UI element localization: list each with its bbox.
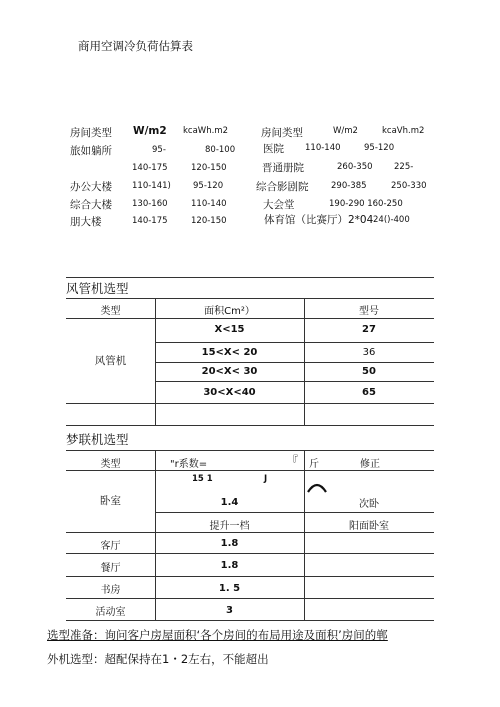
load-kcal-value: 95-120 xyxy=(193,181,224,191)
load-wm2-value: 290-385 xyxy=(331,181,367,191)
load-wm2-value: 95- xyxy=(152,145,166,155)
divider xyxy=(66,298,434,299)
bedroom-adjust: 提升一档 xyxy=(209,521,250,532)
load-room-name: 旅如躺所 xyxy=(70,145,112,157)
load-room-name: 晋通册院 xyxy=(262,162,304,174)
bedroom-sub-left: 15 1 xyxy=(192,474,213,484)
header-room-type-right: 房间类型 xyxy=(261,127,303,139)
multi-coef-value: 1. 5 xyxy=(218,583,241,594)
bedroom-value: 1.4 xyxy=(220,497,239,508)
divider xyxy=(66,403,434,404)
header-wm2-right: W/m2 xyxy=(333,126,358,136)
multi-section-heading: 梦联机选型 xyxy=(66,432,129,447)
bedroom-right-top: 次卧 xyxy=(359,499,379,510)
multi-coef-value: 1.8 xyxy=(220,538,239,549)
divider xyxy=(66,318,434,319)
bedroom-label: 卧室 xyxy=(100,495,121,507)
divider xyxy=(66,532,434,533)
divider xyxy=(155,512,434,513)
load-kcal-value: 120-150 xyxy=(191,216,227,226)
load-kcal-value: 80-100 xyxy=(205,145,236,155)
load-room-name: 朋大楼 xyxy=(70,216,102,228)
header-wm2-left: W/m2 xyxy=(133,125,167,137)
header-room-type-left: 房间类型 xyxy=(70,127,112,139)
duct-model-cell: 65 xyxy=(362,387,376,398)
multi-room-label: 书房 xyxy=(100,585,121,596)
duct-header-model: 型号 xyxy=(359,306,379,317)
load-wm2-value: 190-290 160-250 xyxy=(329,199,403,209)
duct-area-cell: X<15 xyxy=(214,324,245,335)
load-kcal-value: 95-120 xyxy=(364,143,395,153)
duct-area-cell: 20<X< 30 xyxy=(201,366,258,377)
divider xyxy=(66,450,434,451)
load-wm2-value: 24()-400 xyxy=(373,215,410,225)
load-room-name: 医院 xyxy=(263,143,284,155)
divider xyxy=(66,470,434,471)
header-kcal-left: kcaWh.m2 xyxy=(183,126,228,136)
load-room-name: 综合影剧院 xyxy=(256,181,309,193)
duct-model-cell: 36 xyxy=(362,347,376,358)
multi-header-coef: "r系数= xyxy=(170,459,208,470)
multi-room-label: 活动室 xyxy=(95,607,126,618)
note-selection-prep: 选型准备：询问客户房屋面积‘各个房间的布局用途及面积’房间的郸 xyxy=(47,628,388,642)
divider xyxy=(155,381,434,382)
multi-coef-value: 3 xyxy=(226,605,233,616)
duct-model-cell: 50 xyxy=(362,366,376,377)
duct-header-area: 面积Cm²） xyxy=(204,306,255,317)
divider xyxy=(155,450,156,620)
multi-room-label: 客厅 xyxy=(100,541,121,552)
multi-room-label: 餐厅 xyxy=(100,563,121,574)
load-wm2-value: 140-175 xyxy=(132,216,168,226)
divider xyxy=(155,298,156,425)
load-wm2-value: 130-160 xyxy=(132,199,168,209)
multi-header-bracket: 『 xyxy=(287,454,298,467)
divider xyxy=(304,450,305,620)
duct-model-cell: 27 xyxy=(362,324,376,335)
load-wm2-value: 110-141) xyxy=(132,181,171,191)
divider xyxy=(66,553,434,554)
page-title: 商用空调冷负荷估算表 xyxy=(78,39,193,53)
load-room-name: 办公大楼 xyxy=(70,181,112,193)
duct-type-label: 风管机 xyxy=(94,355,127,367)
load-room-name: 大会堂 xyxy=(263,199,295,211)
divider xyxy=(66,598,434,599)
load-kcal-value: 120-150 xyxy=(191,163,227,173)
duct-area-cell: 30<X<40 xyxy=(203,387,256,398)
note-outdoor-unit: 外机选型：超配保持在1・2左右，不能超出 xyxy=(47,652,269,666)
multi-header-fix: 修正 xyxy=(360,459,380,470)
load-kcal-value: 250-330 xyxy=(391,181,427,191)
load-room-name: 综合大楼 xyxy=(70,199,112,211)
multi-header-hall: 斤 xyxy=(309,459,319,470)
divider xyxy=(66,277,434,278)
divider xyxy=(155,342,434,343)
duct-section-heading: 风管机选型 xyxy=(66,281,129,296)
load-wm2-value: 140-175 xyxy=(132,163,168,173)
divider xyxy=(155,362,434,363)
divider xyxy=(66,576,434,577)
bedroom-right-bottom: 阳面卧室 xyxy=(349,521,389,532)
bedroom-sub-right: J xyxy=(264,474,268,484)
load-kcal-value: 110-140 xyxy=(191,199,227,209)
duct-header-type: 类型 xyxy=(100,306,121,317)
header-kcal-right: kcaVh.m2 xyxy=(382,126,425,136)
load-room-name: 体育馆（比赛厅）2*04 xyxy=(264,214,374,226)
load-wm2-value: 110-140 xyxy=(305,143,341,153)
divider xyxy=(66,620,434,621)
duct-area-cell: 15<X< 20 xyxy=(201,347,258,358)
divider xyxy=(304,298,305,425)
load-kcal-value: 225- xyxy=(394,162,414,172)
multi-coef-value: 1.8 xyxy=(220,560,239,571)
divider xyxy=(66,425,434,426)
load-wm2-value: 260-350 xyxy=(337,162,373,172)
multi-header-type: 类型 xyxy=(100,459,121,470)
arc-mark-icon xyxy=(306,480,328,494)
